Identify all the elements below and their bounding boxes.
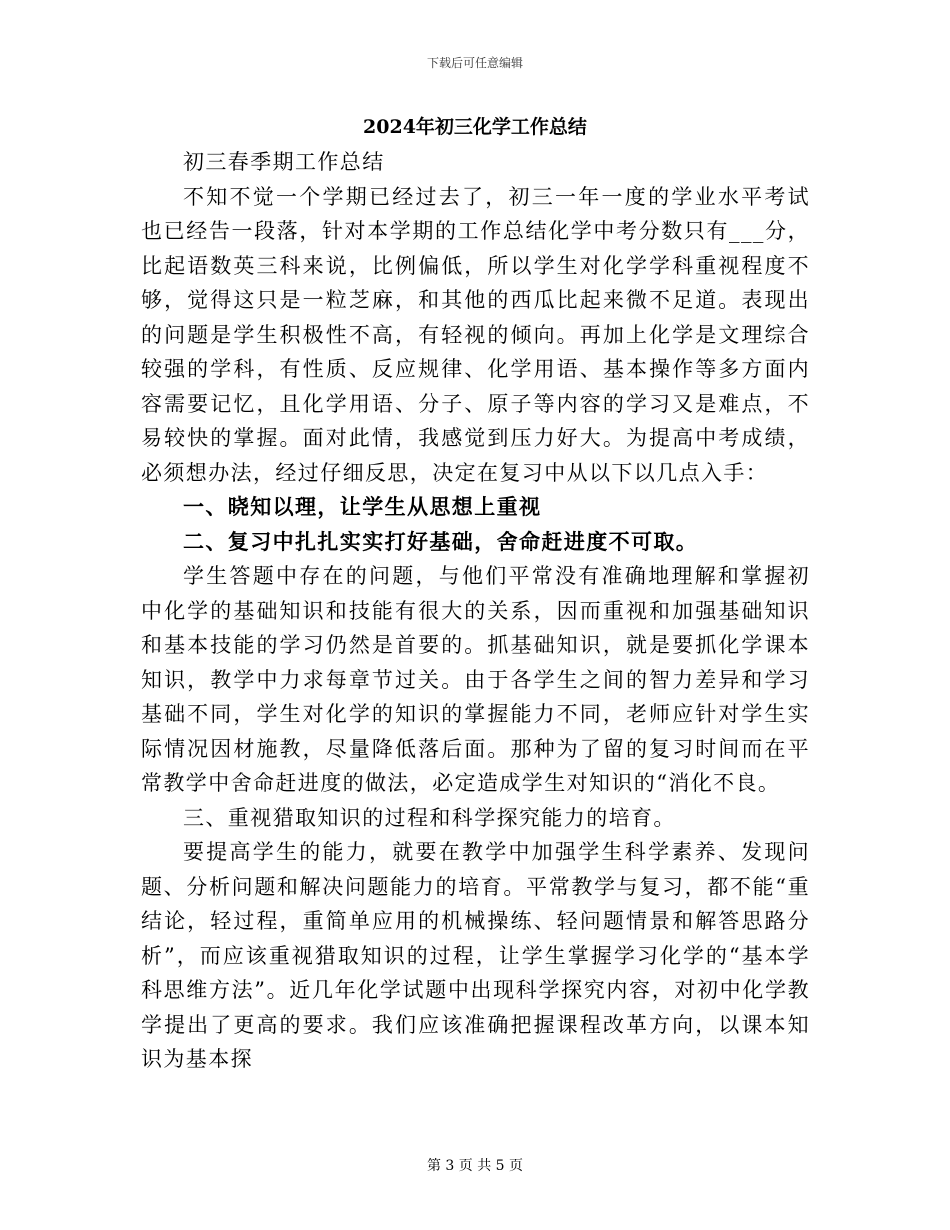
document-title: 2024年初三化学工作总结: [363, 116, 587, 138]
section-heading: 一、晓知以理，让学生从思想上重视: [183, 494, 542, 519]
section-heading: 三、重视猎取知识的过程和科学探究能力的培育。: [183, 805, 676, 830]
body-paragraph: 学生答题中存在的问题，与他们平常没有准确地理解和掌握初中化学的基础知识和技能有很大的关系，因而重视和加强基础知识和基本技能的学习仍然是首要的。抓基础知识，就是要抓化学课本知识，教学中力求每章节过关。由于各学生之间的智力差异和学习基础不同，学生对化学的知识的掌握能力不同，老师应针对学生实际情况因材施教，尽量降低落后面。那种为了留的复习时间而在平常教学中舍命赶进度的做法，必定造成学生对知识的“消化不良。: [141, 564, 810, 795]
body-paragraph: 要提高学生的能力，就要在教学中加强学生科学素养、发现问题、分析问题和解决问题能力的培育。平常教学与复习，都不能“重结论，轻过程，重简单应用的机械操练、轻问题情景和解答思路分析”，而应该重视猎取知识的过程，让学生掌握学习化学的“基本学科思维方法”。近几年化学试题中出现科学探究内容，对初中化学教学提出了更高的要求。我们应该准确把握课程改革方向，以课本知识为基本探: [141, 840, 810, 1071]
section-heading: 二、复习中扎扎实实打好基础，舍命赶进度不可取。: [183, 528, 699, 554]
header-note: 下载后可任意编辑: [426, 56, 523, 70]
body-paragraph: 不知不觉一个学期已经过去了，初三一年一度的学业水平考试也已经告一段落，针对本学期的工作总结化学中考分数只有___分，比起语数英三科来说，比例偏低，所以学生对化学学科重视程度不够，觉得这只是一粒芝麻，和其他的西瓜比起来微不足道。表现出的问题是学生积极性不高，有轻视的倾向。再加上化学是文理综合较强的学科，有性质、反应规律、化学用语、基本操作等多方面内容需要记忆，且化学用语、分子、原子等内容的学习又是难点，不易较快的掌握。面对此情，我感觉到压力好大。为提高中考成绩，必须想办法，经过仔细反思，决定在复习中从以下以几点入手：: [141, 184, 810, 485]
section-subtitle: 初三春季期工作总结: [183, 150, 385, 174]
page-number: 第 3 页 共 5 页: [426, 1158, 524, 1174]
document-body: [141, 145, 810, 1077]
